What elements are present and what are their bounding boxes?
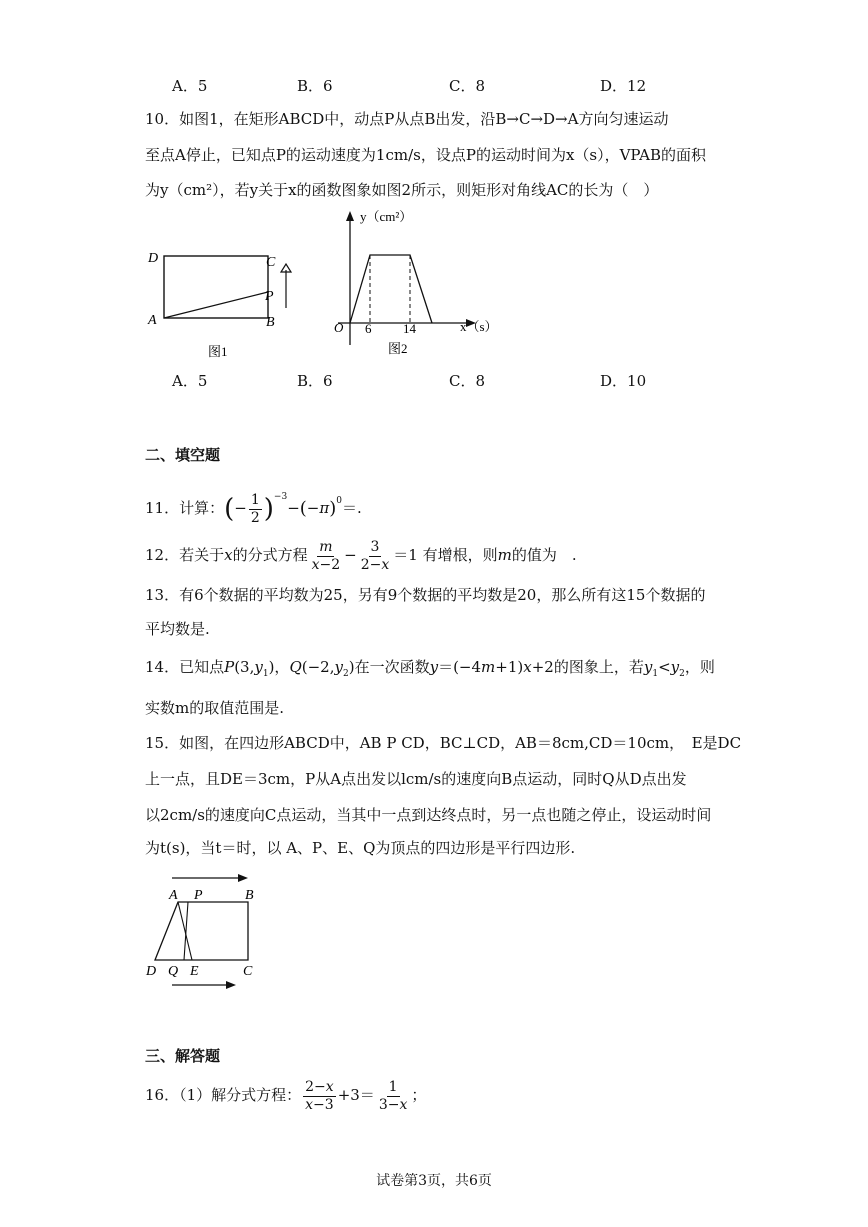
q14-tail: 的图象上，若 xyxy=(553,658,644,676)
q12-prefix: 12．若关于 xyxy=(145,546,225,564)
fig2-caption: 图2 xyxy=(388,341,408,355)
q14-mid: 在一次函数 xyxy=(354,658,430,676)
fig2-tick-6: 6 xyxy=(365,321,372,336)
page-footer: 试卷第3页，共6页 xyxy=(376,1173,492,1189)
q10-line3: 为y（cm²），若y关于x的函数图象如图2所示，则矩形对角线AC的长为（ ） xyxy=(145,181,659,199)
q13-line2: 平均数是. xyxy=(145,620,210,638)
q16-line: 16．（1）解分式方程： $\frac{2-x}{x-3}$ +3＝ $\frac{1}{3-x}$ ； xyxy=(145,1078,427,1113)
q15-label-d: D xyxy=(146,964,157,979)
q10-option-b: B．6 xyxy=(297,372,333,390)
q14-line2: 实数m的取值范围是. xyxy=(145,699,284,717)
fig2-xlabel: x（s） xyxy=(460,319,498,334)
q15-line4: 为t(s)，当t＝时，以 A、P、E、Q为顶点的四边形是平行四边形. xyxy=(145,839,576,857)
fig1-caption: 图1 xyxy=(208,344,228,359)
q15-line2: 上一点，且DE＝3cm，P从A点出发以lcm/s的速度向B点运动，同时Q从D点出发 xyxy=(145,770,687,788)
section3-title: 三、解答题 xyxy=(145,1047,221,1065)
q10-figure2 xyxy=(320,205,510,355)
q12-mid: 的分式方程 xyxy=(232,546,308,564)
fig1-label-d: D xyxy=(148,251,159,266)
q15-figure xyxy=(140,868,270,998)
q12-m: m xyxy=(497,546,512,564)
q10-option-c: C．8 xyxy=(449,372,486,390)
q15-label-q: Q xyxy=(168,964,179,979)
q14-end: ，则 xyxy=(684,658,715,676)
q15-line1: 15．如图，在四边形ABCD中，AB P CD，BC⊥CD，AB＝8cm,CD＝10cm， E是DC xyxy=(145,734,742,752)
fig1-label-c: C xyxy=(266,255,276,270)
q10-figure1 xyxy=(140,240,310,365)
q9-option-c: C．8 xyxy=(449,77,486,95)
q12-tail: 有增根，则 xyxy=(422,546,498,564)
q9-option-a: A．5 xyxy=(172,77,208,95)
q11-prefix: 11．计算： xyxy=(145,499,225,517)
fig1-label-a: A xyxy=(148,313,157,328)
q15-label-a: A xyxy=(169,888,178,903)
q15-label-e: E xyxy=(190,964,199,979)
q10-line2: 至点A停止，已知点P的运动速度为1cm/s，设点P的运动时间为x（s），VPAB的面积 xyxy=(145,146,707,164)
fig1-label-b: B xyxy=(266,315,275,330)
fig2-origin: O xyxy=(334,320,344,335)
q11-suffix: ＝. xyxy=(342,499,362,517)
q15-label-b: B xyxy=(245,888,254,903)
fig2-ylabel: y（cm²） xyxy=(360,209,413,224)
q15-label-p: P xyxy=(194,888,203,903)
fig1-label-p: P xyxy=(265,289,274,304)
q11-line: 11．计算：(− $\frac{1}{2}$ )$^{-3}-(-\pi)^0=$. xyxy=(145,491,362,526)
q12-line: 12．若关于x的分式方程 $\frac{m}{x-2}$ − $\frac{3}{2-x}$ ＝1 有增根，则m的值为 . xyxy=(145,538,577,573)
q16-prefix: 16．（1）解分式方程： xyxy=(145,1086,302,1104)
section2-title: 二、填空题 xyxy=(145,446,221,464)
q14-line1: 14．已知点$P(3,y_1)$，$Q(-2,y_2)$在一次函数y＝(−4m+1)x+2的图象上，若$y_1<y_2$，则 xyxy=(145,658,715,679)
q12-var: x xyxy=(224,546,233,564)
q10-option-d: D．10 xyxy=(600,372,647,390)
q14-prefix: 14．已知点 xyxy=(145,658,225,676)
q10-option-a: A．5 xyxy=(172,372,208,390)
q9-option-b: B．6 xyxy=(297,77,333,95)
q15-line3: 以2cm/s的速度向C点运动，当其中一点到达终点时，另一点也随之停止，设运动时间 xyxy=(145,806,712,824)
q10-line1: 10．如图1，在矩形ABCD中，动点P从点B出发，沿B→C→D→A方向匀速运动 xyxy=(145,110,669,128)
q16-end: ； xyxy=(411,1086,427,1104)
q9-option-d: D．12 xyxy=(600,77,647,95)
q13-line1: 13．有6个数据的平均数为25，另有9个数据的平均数是20，那么所有这15个数据的 xyxy=(145,586,706,604)
q15-label-c: C xyxy=(243,964,253,979)
fig2-tick-14: 14 xyxy=(403,321,416,336)
q12-end: 的值为 . xyxy=(511,546,577,564)
